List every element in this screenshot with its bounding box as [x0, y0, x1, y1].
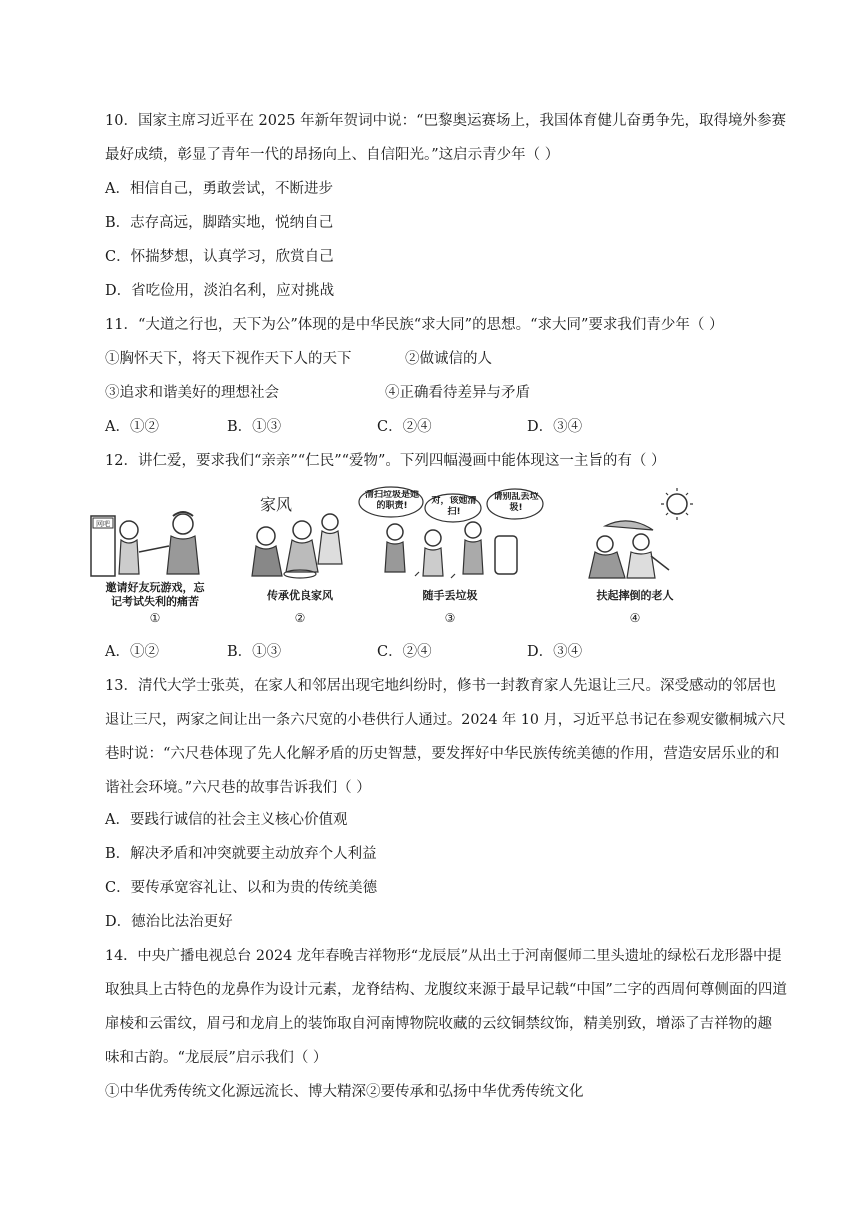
q11-choice-c: C．②④ — [377, 419, 432, 435]
q13-line-4: 谐社会环境。”六尺巷的故事告诉我们（ ） — [105, 780, 371, 796]
comic-bubble-3: 请别乱丢垃圾! — [493, 492, 539, 513]
q13-line-2: 退让三尺，两家之间让出一条六尺宽的小巷供行人通过。2024 年 10 月，习近平总书记在参观安徽桐城六尺 — [105, 712, 786, 728]
q12-choice-b: B．①③ — [227, 644, 282, 660]
comic-caption-2: 传承优良家风 — [267, 589, 333, 602]
q14-line-2: 取独具上古特色的龙鼻作为设计元素，龙脊结构、龙腹纹来源于最早记载“中国”二字的西周何尊侧面的四道 — [105, 982, 787, 998]
q11-item-4: ④正确看待差异与矛盾 — [385, 385, 530, 401]
q14-line-4: 味和古韵。“龙辰辰”启示我们（ ） — [105, 1050, 328, 1066]
q11-item-1: ①胸怀天下，将天下视作天下人的天下 — [105, 351, 352, 367]
q13-line-1: 13．清代大学士张英，在家人和邻居出现宅地纠纷时，修书一封教育家人先退让三尺。深受感动的邻居也 — [105, 678, 776, 694]
comic-sign-2: 家风 — [260, 495, 293, 514]
q13-option-b: B．解决矛盾和冲突就要主动放弃个人利益 — [105, 846, 377, 862]
comic-panel-1 — [85, 486, 225, 626]
q10-stem-line-1: 10．国家主席习近平在 2025 年新年贺词中说：“巴黎奥运赛场上，我国体育健儿奋勇争先，取得境外参赛 — [105, 113, 786, 129]
comic-number-4: ④ — [629, 611, 641, 625]
comic-caption-4: 扶起摔倒的老人 — [596, 589, 674, 602]
comic-panel-3 — [355, 486, 545, 626]
comic-panel-2 — [230, 486, 370, 626]
q11-item-3: ③追求和谐美好的理想社会 — [105, 385, 279, 401]
q10-option-b: B．志存高远，脚踏实地，悦纳自己 — [105, 215, 334, 231]
q11-stem: 11．“大道之行也，天下为公”体现的是中华民族“求大同”的思想。“求大同”要求我们青少年（ ） — [105, 317, 724, 333]
comic-panel-4 — [565, 486, 705, 626]
q12-comics — [85, 486, 705, 626]
q13-option-d: D．德治比法治更好 — [105, 914, 233, 930]
comic-caption-1-line-1: 邀请好友玩游戏，忘 — [105, 581, 205, 594]
comic-bubble-1: 清扫垃圾是她的职责! — [364, 490, 419, 511]
q11-choice-a: A．①② — [105, 419, 159, 435]
q10-stem-line-2: 最好成绩，彰显了青年一代的昂扬向上、自信阳光。”这启示青少年（ ） — [105, 147, 560, 163]
q10-option-d: D．省吃俭用，淡泊名利，应对挑战 — [105, 283, 335, 299]
comic-caption-3: 随手丢垃圾 — [422, 589, 478, 602]
q13-line-3: 巷时说：“六尺巷体现了先人化解矛盾的历史智慧，要发挥好中华民族传统美德的作用，营造安居乐业的和 — [105, 746, 780, 762]
q13-option-a: A．要践行诚信的社会主义核心价值观 — [105, 812, 348, 828]
q10-option-a: A．相信自己，勇敢尝试，不断进步 — [105, 181, 333, 197]
q14-line-5: ①中华优秀传统文化源远流长、博大精深②要传承和弘扬中华优秀传统文化 — [105, 1084, 584, 1100]
q12-choice-d: D．③④ — [527, 644, 583, 660]
q12-stem: 12．讲仁爱，要求我们“亲亲”“仁民”“爱物”。下列四幅漫画中能体现这一主旨的有（ ） — [105, 453, 666, 469]
comic-number-3: ③ — [444, 611, 456, 625]
comic-sign-1: 网吧 — [96, 520, 110, 528]
q12-choice-a: A．①② — [105, 644, 159, 660]
q12-choice-c: C．②④ — [377, 644, 432, 660]
q14-line-3: 扉棱和云雷纹，眉弓和龙肩上的装饰取自河南博物院收藏的云纹铜禁纹饰，精美别致，增添了吉祥物的趣 — [105, 1016, 772, 1032]
comic-number-1: ① — [149, 611, 161, 625]
q13-option-c: C．要传承宽容礼让、以和为贵的传统美德 — [105, 880, 378, 896]
q14-line-1: 14．中央广播电视总台 2024 龙年春晚吉祥物形“龙辰辰”从出土于河南偃师二里头遗址的绿松石龙形器中提 — [105, 948, 782, 964]
comic-caption-1-line-2: 记考试失利的痛苦 — [111, 595, 199, 608]
comic-illustration-2 — [230, 486, 370, 626]
q11-choice-b: B．①③ — [227, 419, 282, 435]
comic-illustration-3 — [355, 486, 545, 626]
q11-item-2: ②做诚信的人 — [405, 351, 492, 367]
q11-choice-d: D．③④ — [527, 419, 583, 435]
q10-option-c: C．怀揣梦想，认真学习，欣赏自己 — [105, 249, 334, 265]
comic-illustration-4 — [565, 486, 705, 626]
comic-number-2: ② — [294, 611, 306, 625]
comic-bubble-2: 对，该她清扫! — [431, 496, 477, 517]
